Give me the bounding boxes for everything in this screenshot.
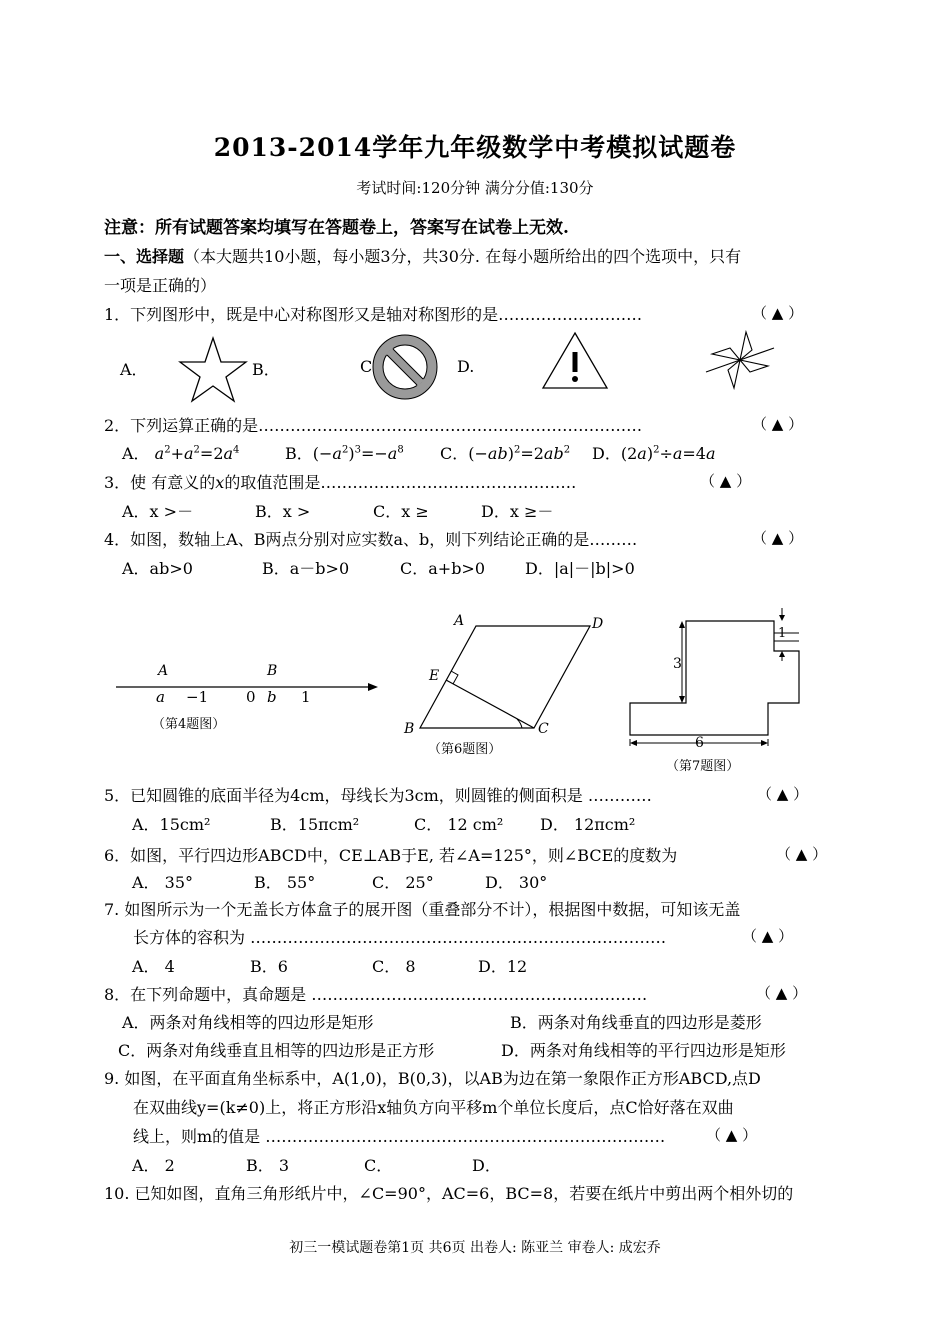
q3-option-b: B．x > [255,502,311,521]
fig6-label-d: D [592,616,604,632]
section-desc: （本大题共10小题，每小题3分，共30分. 在每小题所给出的四个选项中，只有 [184,247,742,266]
q7-option-c: C． 8 [372,957,416,976]
fig6-label-a: A [454,613,465,629]
section-desc-2: 一项是正确的） [104,276,217,295]
q1-option-c: C [360,357,373,376]
q6-option-b: B． 55° [254,873,316,892]
q6-answer-mark: （ ▲ ） [776,845,828,863]
fig4-label-a-upper: A [158,663,169,679]
q9-stem-1: 9. 如图，在平面直角坐标系中，A(1,0)，B(0,3)，以AB为边在第一象限作正方形ABCD,点D [104,1069,761,1088]
fig6-label-c: C [538,721,549,737]
q4-option-b: B．a－b>0 [262,559,350,578]
q9-option-c: C． [364,1156,393,1175]
q9-option-a: A． 2 [132,1156,175,1175]
fig7-label-three: 3 [673,656,682,672]
notice: 注意：所有试题答案均填写在答题卷上，答案写在试卷上无效. [104,218,569,238]
warning-triangle-figure [540,330,610,392]
q3-stem [104,470,576,493]
q8-option-a: A．两条对角线相等的四边形是矩形 [122,1013,374,1032]
q1-option-a: A． [120,360,148,379]
q2-option-a: A． $a^2+a^2=2a^4$ [122,444,240,463]
q9-stem-2: 在双曲线y=(k≠0)上，将正方形沿x轴负方向平移m个单位长度后，点C恰好落在双曲 [133,1098,734,1117]
q8-option-d: D．两条对角线相等的平行四边形是矩形 [501,1041,786,1060]
number-line-figure [112,655,384,740]
q5-stem: 5．已知圆锥的底面半径为4cm，母线长为3cm，则圆锥的侧面积是 ………… [104,786,652,805]
q10-stem-1: 10. 已知如图，直角三角形纸片中，∠C=90°，AC=6，BC=8，若要在纸片中剪出两个相外切的 [104,1184,794,1203]
fig4-label-b-upper: B [267,663,278,679]
q4-option-a: A．ab>0 [122,559,193,578]
section-heading: 一、选择题 [104,247,185,266]
fig6-label-b: B [404,721,415,737]
fig4-label-one: 1 [301,688,311,706]
q6-stem: 6．如图，平行四边形ABCD中，CE⊥AB于E, 若∠A=125°，则∠BCE的度数为 [104,846,678,865]
fig7-label-six: 6 [695,735,704,751]
q9-stem-3: 线上，则m的值是 ………………………………………………………………… [133,1127,666,1146]
fig4-label-a: a [156,688,165,706]
q9-option-b: B． 3 [246,1156,290,1175]
q4-answer-mark: （ ▲ ） [752,529,804,547]
q1-answer-mark: （ ▲ ） [752,304,804,322]
fig4-label-b: b [267,688,277,706]
q8-option-c: C．两条对角线垂直且相等的四边形是正方形 [118,1041,435,1060]
q3-var-x: x [215,473,225,492]
fig6-label-e: E [429,668,440,684]
q7-stem-1: 7. 如图所示为一个无盖长方体盒子的展开图（重叠部分不计），根据图中数据，可知该无盖 [104,900,741,919]
q1-option-d: D. [457,357,475,376]
q6-option-c: C． 25° [372,873,434,892]
q8-answer-mark: （ ▲ ） [756,984,808,1002]
q5-option-a: A．15cm² [132,815,211,834]
q4-option-d: D．|a|－|b|>0 [525,559,635,578]
q7-option-d: D．12 [478,957,528,976]
q3-option-c: C．x ≥ [373,502,429,521]
q3-option-a: A．x >－ [122,502,194,521]
q2-answer-mark: （ ▲ ） [752,415,804,433]
q3-option-d: D．x ≥－ [481,502,554,521]
pinwheel-figure [702,326,778,394]
parallelogram-figure [398,608,618,760]
q7-stem-2: 长方体的容积为 …………………………………………………………………… [133,928,667,947]
fig4-label-zero: 0 [246,688,256,706]
q5-answer-mark: （ ▲ ） [757,785,809,803]
q1-stem: 1．下列图形中，既是中心对称图形又是轴对称图形的是……………………… [104,305,643,324]
q3-answer-mark: （ ▲ ） [700,472,752,490]
q5-option-c: C． 12 cm² [414,815,504,834]
q9-option-d: D． [472,1156,501,1175]
q7-option-b: B．6 [250,957,288,976]
q3-stem-post: 的取值范围是………………………………………… [224,473,577,492]
q8-stem: 8．在下列命题中，真命题是 ……………………………………………………… [104,985,648,1004]
q2-option-d: D．$(2a)^2\div a=4a$ [592,444,716,463]
q2-option-c: C．$(-ab)^2=2ab^2$ [440,444,571,463]
fig4-label-neg1: −1 [186,688,209,706]
q5-option-b: B．15πcm² [270,815,360,834]
section-heading-line [104,244,741,267]
q3-stem-pre: 3．使 有意义的 [104,473,216,492]
q2-option-b: B．$(-a^2)^3=-a^8$ [285,444,404,463]
page-footer: 初三一模试题卷第1页 共6页 出卷人: 陈亚兰 审卷人: 成宏乔 [289,1240,661,1256]
box-net-figure [622,605,807,777]
q8-option-b: B．两条对角线垂直的四边形是菱形 [510,1013,762,1032]
q6-option-d: D． 30° [485,873,548,892]
q4-option-c: C．a+b>0 [400,559,486,578]
fig7-caption: （第7题图） [666,759,740,774]
no-sign-figure [370,332,440,402]
q4-stem: 4．如图，数轴上A、B两点分别对应实数a、b，则下列结论正确的是……… [104,530,638,549]
fig6-caption: （第6题图） [428,742,502,757]
q7-answer-mark: （ ▲ ） [742,927,794,945]
fig4-caption: （第4题图） [152,717,226,732]
exam-info: 考试时间:120分钟 满分分值:130分 [356,179,594,197]
q7-option-a: A． 4 [132,957,175,976]
fig7-label-one: 1 [778,626,787,641]
q6-option-a: A． 35° [132,873,194,892]
q9-answer-mark: （ ▲ ） [706,1126,758,1144]
q5-option-d: D． 12πcm² [540,815,636,834]
star-figure [176,334,250,404]
q1-option-b: B． [252,360,280,379]
q2-stem: 2．下列运算正确的是……………………………………………………………… [104,416,643,435]
page-title: 2013-2014学年九年级数学中考模拟试题卷 [213,133,737,162]
